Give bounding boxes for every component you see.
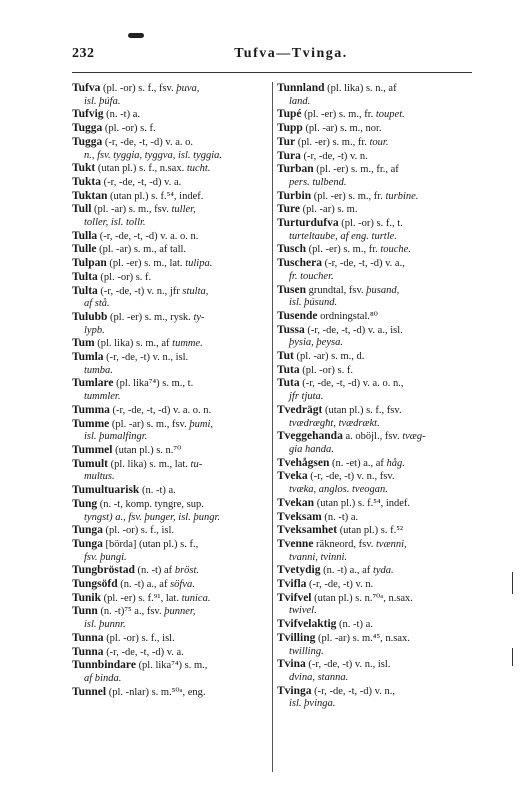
entry-continuation: dvina, stanna. — [289, 671, 349, 683]
entry-body: (pl. -ar) s. m.⁴⁵, n.sax. — [315, 632, 410, 644]
page-number: 232 — [72, 46, 95, 61]
entry-continuation: tvanni, tvinni. — [289, 551, 348, 563]
headword: Tulle — [72, 243, 97, 256]
headword: Tumult — [72, 457, 109, 470]
headword: Tveka — [277, 470, 308, 483]
entry-body: (-r, -de, -t) v. n., isl. — [103, 352, 189, 364]
entry-continuation: isl. þúsund. — [289, 297, 338, 309]
headword: Tukta — [72, 175, 101, 188]
entry-continuation: fsv. þungi. — [84, 551, 127, 563]
entry-body: (pl. -or) s. f., isl. — [103, 632, 175, 644]
entry-etymon: tvænni, — [376, 538, 407, 550]
entry-body: (-r, -de, -t) v. n., isl. — [305, 659, 391, 671]
entry-body: (n. -t)⁷⁵ a., fsv. — [97, 606, 165, 618]
entry-body: (utan pl.) s. f., n.sax. — [95, 163, 187, 175]
dictionary-entry — [277, 257, 473, 283]
headword: Tvenne — [277, 537, 314, 550]
entry-continuation: tummler. — [84, 391, 121, 403]
headword: Tuta — [277, 363, 300, 376]
entry-body: a. oböjl., fsv. — [342, 431, 403, 443]
headword: Tugga — [72, 122, 103, 135]
headword: Tufva — [72, 82, 101, 94]
headword: Tumme — [72, 417, 110, 430]
entry-continuation: isl. þúfa. — [84, 95, 121, 107]
entry-body: (pl. -or) s. f. — [97, 271, 152, 283]
entry-continuation: af binda. — [84, 672, 122, 684]
entry-body: (-r, -de, -t, -d) v. a., isl. — [304, 324, 403, 336]
entry-continuation: pers. tulbend. — [289, 176, 347, 188]
dictionary-entry — [72, 337, 268, 351]
headword: Tveggehanda — [277, 430, 343, 443]
headword: Tunnbindare — [72, 659, 136, 672]
headword: Tunga — [72, 524, 103, 537]
entry-body: (-r, -de, -t) v. n., fsv. — [307, 471, 395, 483]
dictionary-entry — [72, 190, 268, 204]
entry-body: (-r, -de, -t, -d) v. a. o. n., — [299, 378, 404, 390]
headword: Tussa — [277, 323, 305, 336]
entry-continuation: lypb. — [84, 324, 105, 336]
headword: Tvehågsen — [277, 456, 330, 469]
headword: Tuschera — [277, 257, 322, 270]
entry-body: (pl. -ar) s. m., fsv. — [109, 418, 190, 430]
headword: Tunna — [72, 645, 104, 658]
headword: Tusende — [277, 309, 318, 322]
entry-etymon: tvæg- — [402, 431, 426, 443]
entry-etymon: tumme. — [172, 338, 203, 350]
headword: Tunnel — [72, 685, 107, 698]
dictionary-entry — [72, 311, 268, 337]
headword: Tvifvelaktig — [277, 618, 337, 631]
entry-etymon: tunica. — [181, 592, 211, 604]
entry-body: (pl. lika⁷⁴) s. m., t. — [113, 378, 194, 390]
entry-continuation: jfr tjuta. — [289, 391, 324, 403]
dictionary-entry — [72, 257, 268, 271]
dictionary-entry — [72, 498, 268, 524]
headword: Tumma — [72, 403, 110, 416]
headword: Tummel — [72, 443, 113, 456]
dictionary-entry — [72, 162, 268, 176]
entry-body: (pl. lika) s. m., af — [94, 338, 173, 350]
entry-body: (pl. lika) s. n., af — [324, 83, 397, 94]
entry-body: grundtal, fsv. — [306, 284, 367, 296]
headword: Tulpan — [72, 257, 107, 270]
entry-body: (utan pl.) s. f.⁵² — [337, 525, 404, 537]
dictionary-entry — [277, 364, 473, 378]
page-header — [72, 46, 470, 66]
entry-body: (pl. -er) s. m., fr. — [295, 136, 370, 148]
dictionary-entry — [72, 605, 268, 631]
entry-body: (n. -t) af — [134, 565, 175, 577]
entry-etymon: håg. — [386, 457, 405, 469]
entry-continuation: n., fsv. tyggia, tyggva, isl. tyggia. — [84, 149, 223, 161]
dictionary-entry — [72, 243, 268, 257]
headword: Tull — [72, 203, 92, 216]
entry-body: (-r, -de, -t, -d) v. a. — [101, 176, 182, 188]
dictionary-entry — [277, 578, 473, 592]
headword: Tunnland — [277, 82, 325, 94]
dictionary-entry — [72, 285, 268, 311]
entry-continuation: twilling. — [289, 645, 324, 657]
dictionary-entry — [72, 538, 268, 564]
entry-body: (pl. lika) s. m., lat. — [108, 458, 191, 470]
entry-body: ordningstal.⁸⁰ — [317, 310, 378, 322]
headword: Tunik — [72, 591, 101, 604]
entry-body: [börda] (utan pl.) s. f., — [102, 538, 199, 550]
headword: Tur — [277, 135, 296, 148]
headword: Tvedrägt — [277, 403, 323, 416]
headword: Tulta — [72, 270, 98, 283]
entry-body: (pl. -or) s. f., t. — [338, 218, 403, 230]
dictionary-entry — [277, 108, 473, 122]
dictionary-entry — [72, 484, 268, 498]
headword: Tvetydig — [277, 564, 321, 577]
headword: Tusch — [277, 243, 306, 256]
entry-continuation: tumba. — [84, 364, 113, 376]
left-column — [72, 82, 268, 699]
dictionary-entry — [277, 457, 473, 471]
dictionary-entry — [277, 190, 473, 204]
entry-body: (n. -t) a. — [139, 485, 176, 497]
entry-body: (pl. -ar) s. m., nor. — [302, 123, 382, 135]
entry-etymon: þunner, — [164, 606, 196, 618]
entry-body: (n. -et) a., af — [329, 457, 387, 469]
headword: Tung — [72, 497, 98, 510]
headword: Tvifla — [277, 578, 307, 591]
entry-body: (pl. -er) s. m., fr. — [306, 244, 381, 256]
entry-body: (pl. -er) s. m., lat. — [106, 258, 186, 270]
entry-continuation: turteltaube, af eng. turtle. — [289, 230, 397, 242]
entry-body: (pl. -or) s. f., isl. — [102, 525, 175, 537]
headword: Turturdufva — [277, 217, 339, 230]
headword: Tupp — [277, 122, 303, 135]
dictionary-entry — [72, 578, 268, 592]
margin-mark — [512, 648, 513, 666]
entry-continuation: isl. þumalfingr. — [84, 431, 148, 443]
dictionary-entry — [277, 564, 473, 578]
dictionary-entry — [72, 122, 268, 136]
headword: Tufvig — [72, 108, 104, 121]
dictionary-entry — [277, 122, 473, 136]
entry-body: (pl. -er) s. m., fr. — [311, 190, 386, 202]
entry-etymon: tu- — [190, 458, 203, 470]
dictionary-entry — [72, 136, 268, 162]
entry-body: (pl. -or) s. f., fsv. — [100, 83, 177, 94]
entry-body: (-r, -de, -t, -d) v. a. o. n. — [97, 230, 199, 242]
entry-continuation: tvæka, anglos. tveogan. — [289, 484, 388, 496]
dictionary-entry — [72, 418, 268, 444]
entry-body: (pl. -er) s. f.⁹¹, lat. — [101, 592, 182, 604]
entry-body: (-r, -de, -t, -d) v. a. — [103, 646, 184, 658]
entry-continuation: af stå. — [84, 298, 110, 310]
entry-continuation: tyngst) a., fsv. þunger, isl. þungr. — [84, 511, 221, 523]
dictionary-entry — [277, 470, 473, 496]
dictionary-entry — [277, 82, 473, 108]
dictionary-entry — [72, 592, 268, 606]
page-title: Tufva—Tvinga. — [234, 46, 348, 61]
dictionary-entry — [72, 564, 268, 578]
headword: Tumultuarisk — [72, 484, 140, 497]
headword: Tulubb — [72, 310, 108, 323]
column-divider — [272, 82, 273, 772]
entry-body: (-r, -de, -t, -d) v. n., — [311, 685, 395, 697]
dictionary-entry — [277, 163, 473, 189]
entry-body: (utan pl.) s. f.⁵⁴, indef. — [314, 497, 411, 509]
dictionary-entry — [277, 430, 473, 456]
entry-etymon: þuva, — [176, 83, 200, 94]
dictionary-entry — [72, 659, 268, 685]
headword: Turbin — [277, 189, 312, 202]
dictionary-entry — [277, 658, 473, 684]
entry-body: (-r, -de, -t) v. n. — [306, 579, 374, 591]
headword: Tunga — [72, 537, 103, 550]
entry-continuation: gia handa. — [289, 443, 334, 455]
entry-etymon: ty- — [193, 311, 205, 323]
entry-body: (n. -t, komp. tyngre, sup. — [97, 498, 204, 510]
entry-body: (pl. -ar) s. m., af tall. — [96, 244, 187, 256]
entry-body: (utan pl.) s. n.⁷⁰ᵃ, n.sax. — [311, 592, 413, 604]
entry-body: räkneord, fsv. — [313, 538, 377, 550]
dictionary-entry — [277, 511, 473, 525]
entry-etymon: turbine. — [385, 190, 419, 202]
entry-etymon: touche. — [380, 244, 411, 256]
dictionary-entry — [277, 310, 473, 324]
dictionary-entry — [72, 646, 268, 660]
dictionary-entry — [72, 377, 268, 403]
dictionary-entry — [72, 176, 268, 190]
entry-continuation: fr. toucher. — [289, 270, 334, 282]
entry-continuation: þysia, þeysa. — [289, 337, 343, 349]
margin-mark — [512, 572, 513, 594]
headword: Tungbröstad — [72, 564, 135, 577]
entry-continuation: land. — [289, 95, 311, 107]
dictionary-entry — [277, 350, 473, 364]
entry-continuation: twivel. — [289, 605, 317, 617]
dictionary-entry — [72, 458, 268, 484]
headword: Tumlare — [72, 377, 114, 390]
entry-body: (pl. -er) s. m., fr. — [301, 109, 376, 121]
dictionary-entry — [72, 686, 268, 700]
dictionary-entry — [277, 524, 473, 538]
entry-continuation: tvædrægħt, tvædrækt. — [289, 417, 380, 429]
entry-etymon: tucht. — [186, 163, 211, 175]
headword: Tumla — [72, 351, 104, 364]
dictionary-entry — [72, 351, 268, 377]
dictionary-entry — [277, 497, 473, 511]
entry-etymon: tulipa. — [185, 258, 213, 270]
headword: Tusen — [277, 283, 306, 296]
entry-body: (n. -t) a. — [103, 109, 140, 121]
dictionary-entry — [277, 203, 473, 217]
entry-etymon: stulta, — [182, 285, 209, 297]
headword: Tungsöfd — [72, 578, 118, 591]
headword: Ture — [277, 203, 301, 216]
headword: Tunn — [72, 605, 98, 618]
printer-mark — [128, 33, 144, 38]
entry-continuation: isl. þunnr. — [84, 619, 126, 631]
dictionary-entry — [277, 217, 473, 243]
entry-body: (utan pl.) s. f., fsv. — [322, 404, 402, 416]
dictionary-entry — [277, 324, 473, 350]
entry-body: (pl. -ar) s. m. — [300, 204, 358, 216]
dictionary-entry — [72, 524, 268, 538]
headword: Tulla — [72, 229, 98, 242]
headword: Tvina — [277, 658, 306, 671]
dictionary-entry — [277, 377, 473, 403]
headword: Tveksamhet — [277, 524, 338, 537]
entry-body: (pl. -nlar) s. m.⁵⁰ᵃ, eng. — [106, 686, 206, 698]
entry-continuation: toller, isl. tollr. — [84, 217, 146, 229]
headword: Tvinga — [277, 684, 312, 697]
dictionary-entry — [72, 271, 268, 285]
entry-body: (n. -t) a., af — [320, 565, 373, 577]
entry-body: (-r, -de, -t, -d) v. a. o. — [102, 136, 194, 148]
headword: Tvilling — [277, 631, 316, 644]
headword: Tum — [72, 337, 95, 350]
header-rule — [72, 72, 472, 73]
entry-etymon: toupet. — [375, 109, 405, 121]
headword: Tut — [277, 350, 294, 363]
entry-body: (-r, -de, -t, -d) v. a. o. n. — [109, 404, 212, 416]
right-column — [277, 82, 473, 711]
entry-body: (pl. -er) s. m., rysk. — [107, 311, 194, 323]
entry-body: (pl. -ar) s. m., d. — [293, 351, 365, 363]
entry-etymon: tuller, — [171, 204, 196, 216]
headword: Tupé — [277, 108, 302, 121]
dictionary-entry — [277, 404, 473, 430]
dictionary-entry — [277, 150, 473, 164]
dictionary-entry — [277, 538, 473, 564]
dictionary-entry — [277, 243, 473, 257]
dictionary-entry — [72, 82, 268, 108]
entry-body: (n. -t) a. — [321, 511, 359, 523]
headword: Tunna — [72, 631, 104, 644]
dictionary-entry — [72, 632, 268, 646]
headword: Tvekan — [277, 496, 315, 509]
entry-etymon: þusand, — [366, 284, 400, 296]
entry-etymon: þumi, — [189, 418, 213, 430]
dictionary-entry — [277, 136, 473, 150]
dictionary-entry — [72, 230, 268, 244]
dictionary-entry — [72, 404, 268, 418]
dictionary-entry — [277, 284, 473, 310]
headword: Tukt — [72, 162, 96, 175]
dictionary-entry — [72, 108, 268, 122]
dictionary-entry — [277, 632, 473, 658]
headword: Tulta — [72, 284, 98, 297]
dictionary-entry — [277, 685, 473, 711]
entry-continuation: isl. þvinga. — [289, 698, 336, 710]
entry-etymon: tour. — [369, 136, 389, 148]
entry-body: (-r, -de, -t) v. n. — [300, 150, 368, 162]
entry-body: (pl. lika⁷⁴) s. m., — [135, 660, 208, 672]
headword: Tuta — [277, 377, 300, 390]
entry-continuation: multus. — [84, 471, 115, 483]
headword: Tura — [277, 149, 301, 162]
dictionary-entry — [277, 618, 473, 632]
headword: Tugga — [72, 135, 103, 148]
dictionary-entry — [72, 444, 268, 458]
entry-etymon: bröst. — [174, 565, 200, 577]
headword: Tveksam — [277, 510, 322, 523]
dictionary-entry — [277, 592, 473, 618]
entry-body: (utan pl.) s. n.⁷⁰ — [112, 444, 182, 456]
entry-body: (pl. -or) s. f. — [299, 364, 353, 376]
headword: Tuktan — [72, 189, 108, 202]
headword: Tvifvel — [277, 591, 312, 604]
dictionary-entry — [72, 203, 268, 229]
entry-body: (-r, -de, -t, -d) v. a., — [321, 258, 405, 270]
entry-etymon: söfva. — [170, 579, 195, 591]
entry-body: (n. -t) a., af — [117, 579, 171, 591]
entry-body: (pl. -ar) s. m., fsv. — [91, 204, 172, 216]
entry-body: (pl. -or) s. f. — [102, 123, 156, 135]
entry-etymon: tyda. — [372, 565, 394, 577]
entry-body: (n. -t) a. — [336, 619, 373, 631]
entry-body: (-r, -de, -t) v. n., jfr — [97, 285, 183, 297]
entry-body: (pl. -er) s. m., fr., af — [313, 164, 399, 176]
headword: Turban — [277, 163, 314, 176]
entry-body: (utan pl.) s. f.⁵⁴, indef. — [107, 190, 204, 202]
